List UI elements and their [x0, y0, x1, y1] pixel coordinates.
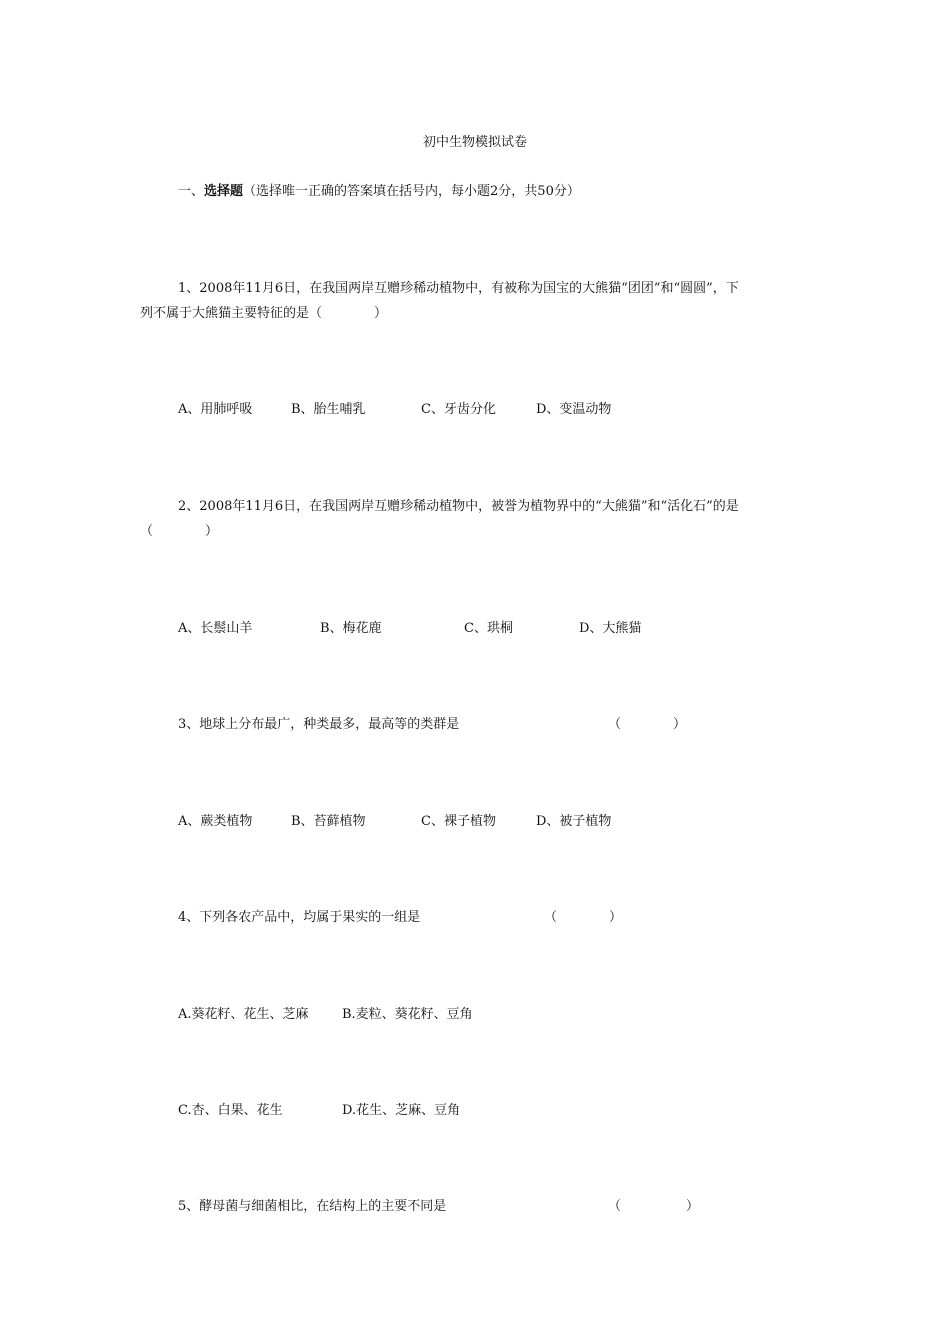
- question-1-option-b: B、胎生哺乳: [291, 402, 366, 417]
- question-2-stem-line2: （ ）: [140, 524, 219, 539]
- question-2-stem-line1: 2、2008年11月6日，在我国两岸互赠珍稀动植物中，被誉为植物界中的“大熊猫”和“活化石”的是: [178, 499, 739, 514]
- question-3-option-c: C、裸子植物: [421, 814, 496, 829]
- question-3-option-b: B、苔藓植物: [291, 814, 366, 829]
- section-heading: [178, 185, 580, 198]
- question-5-stem: 5、酵母菌与细菌相比，在结构上的主要不同是: [178, 1199, 447, 1214]
- section-note: （选择唯一正确的答案填在括号内，每小题2分，共50分）: [243, 184, 580, 199]
- page-title: 初中生物模拟试卷: [422, 135, 527, 150]
- question-1-option-a: A、用肺呼吸: [178, 402, 253, 417]
- question-3-option-a: A、蕨类植物: [178, 814, 253, 829]
- question-3-option-d: D、被子植物: [536, 814, 612, 829]
- question-3-answer-bracket: （ ）: [608, 717, 687, 732]
- question-4-answer-bracket: （ ）: [544, 910, 623, 925]
- question-4-option-a: A.葵花籽、花生、芝麻: [178, 1007, 309, 1022]
- question-1-stem-line2: 列不属于大熊猫主要特征的是（ ）: [140, 306, 388, 321]
- question-5-answer-bracket: （ ）: [608, 1199, 700, 1214]
- question-4-option-b: B.麦粒、葵花籽、豆角: [342, 1007, 473, 1022]
- question-2-option-b: B、梅花鹿: [320, 621, 382, 636]
- question-4-stem: 4、下列各农产品中，均属于果实的一组是: [178, 910, 421, 925]
- question-2-option-c: C、珙桐: [464, 621, 513, 636]
- question-2-option-d: D、大熊猫: [579, 621, 642, 636]
- question-4-option-c: C.杏、白果、花生: [178, 1103, 283, 1118]
- section-number: 一、: [178, 184, 205, 199]
- question-1-option-c: C、牙齿分化: [421, 402, 496, 417]
- question-1-stem-line1: 1、2008年11月6日，在我国两岸互赠珍稀动植物中，有被称为国宝的大熊猫“团团”和“圆圆”，下: [178, 281, 739, 296]
- question-2-option-a: A、长鬃山羊: [178, 621, 253, 636]
- question-1-option-d: D、变温动物: [536, 402, 612, 417]
- question-4-option-d: D.花生、芝麻、豆角: [342, 1103, 461, 1118]
- question-3-stem: 3、地球上分布最广，种类最多，最高等的类群是: [178, 717, 460, 732]
- section-name: 选择题: [204, 184, 244, 199]
